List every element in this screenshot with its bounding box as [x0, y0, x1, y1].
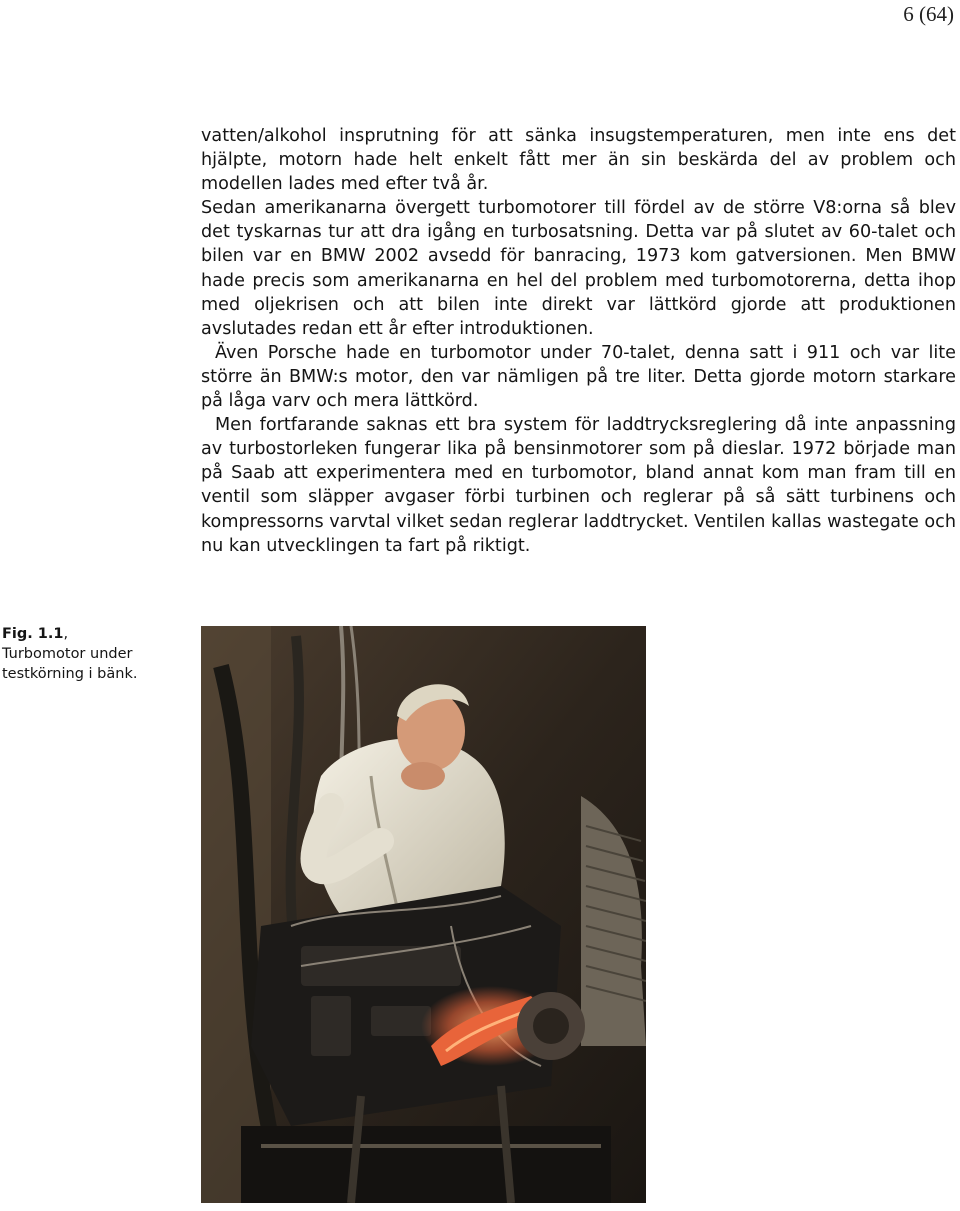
- neck: [401, 762, 445, 790]
- figure-caption: [2, 624, 162, 684]
- test-bench: [241, 1126, 611, 1203]
- page-number: 6 (64): [903, 2, 954, 26]
- figure-label: Fig. 1.1: [2, 626, 64, 642]
- body-text: [201, 124, 956, 558]
- engine-test-illustration: [201, 626, 646, 1203]
- caption-separator: ,: [63, 626, 69, 642]
- paragraph: vatten/alkohol insprutning för att sänka insugstemperaturen, men inte ens det hjälpte, motorn hade helt enkelt fått mer än sin beskärda del av problem och modellen lades med efter två år.: [201, 126, 956, 195]
- figure-photo: [201, 626, 646, 1203]
- paragraph: Sedan amerikanarna övergett turbomotorer till fördel av de större V8:orna så blev det tyskarnas tur att dra igång en turbosatsning. Detta var på slutet av 60-talet och bilen var en BMW 2002 avsedd för banracing, 1973 kom gatversionen. Men BMW hade precis som amerikanarna en hel del problem med turbomotorerna, detta ihop med oljekrisen och att bilen inte direkt var lättkörd gjorde att produktionen avslutades redan ett år efter introduktionen.: [201, 198, 956, 339]
- caption-text: Turbomotor under testkörning i bänk.: [2, 646, 138, 682]
- turbo-inlet: [533, 1008, 569, 1044]
- paragraph: Även Porsche hade en turbomotor under 70-talet, denna satt i 911 och var lite större än BMW:s motor, den var nämligen på tre liter. Detta gjorde motorn starkare på låga varv och mera lättkörd.: [201, 342, 956, 412]
- paragraph: Men fortfarande saknas ett bra system för laddtrycksreglering då inte anpassning av turbostorleken fungerar lika på bensinmotorer som på dieslar. 1972 började man på Saab att experimentera med en turbomotor, bland annat kom man fram till en ventil som släpper avgaser förbi turbinen och reglerar på så sätt turbinens och kompressorns varvtal vilket sedan reglerar laddtrycket. Ventilen kallas wastegate och nu kan utvecklingen ta fart på riktigt.: [201, 415, 956, 556]
